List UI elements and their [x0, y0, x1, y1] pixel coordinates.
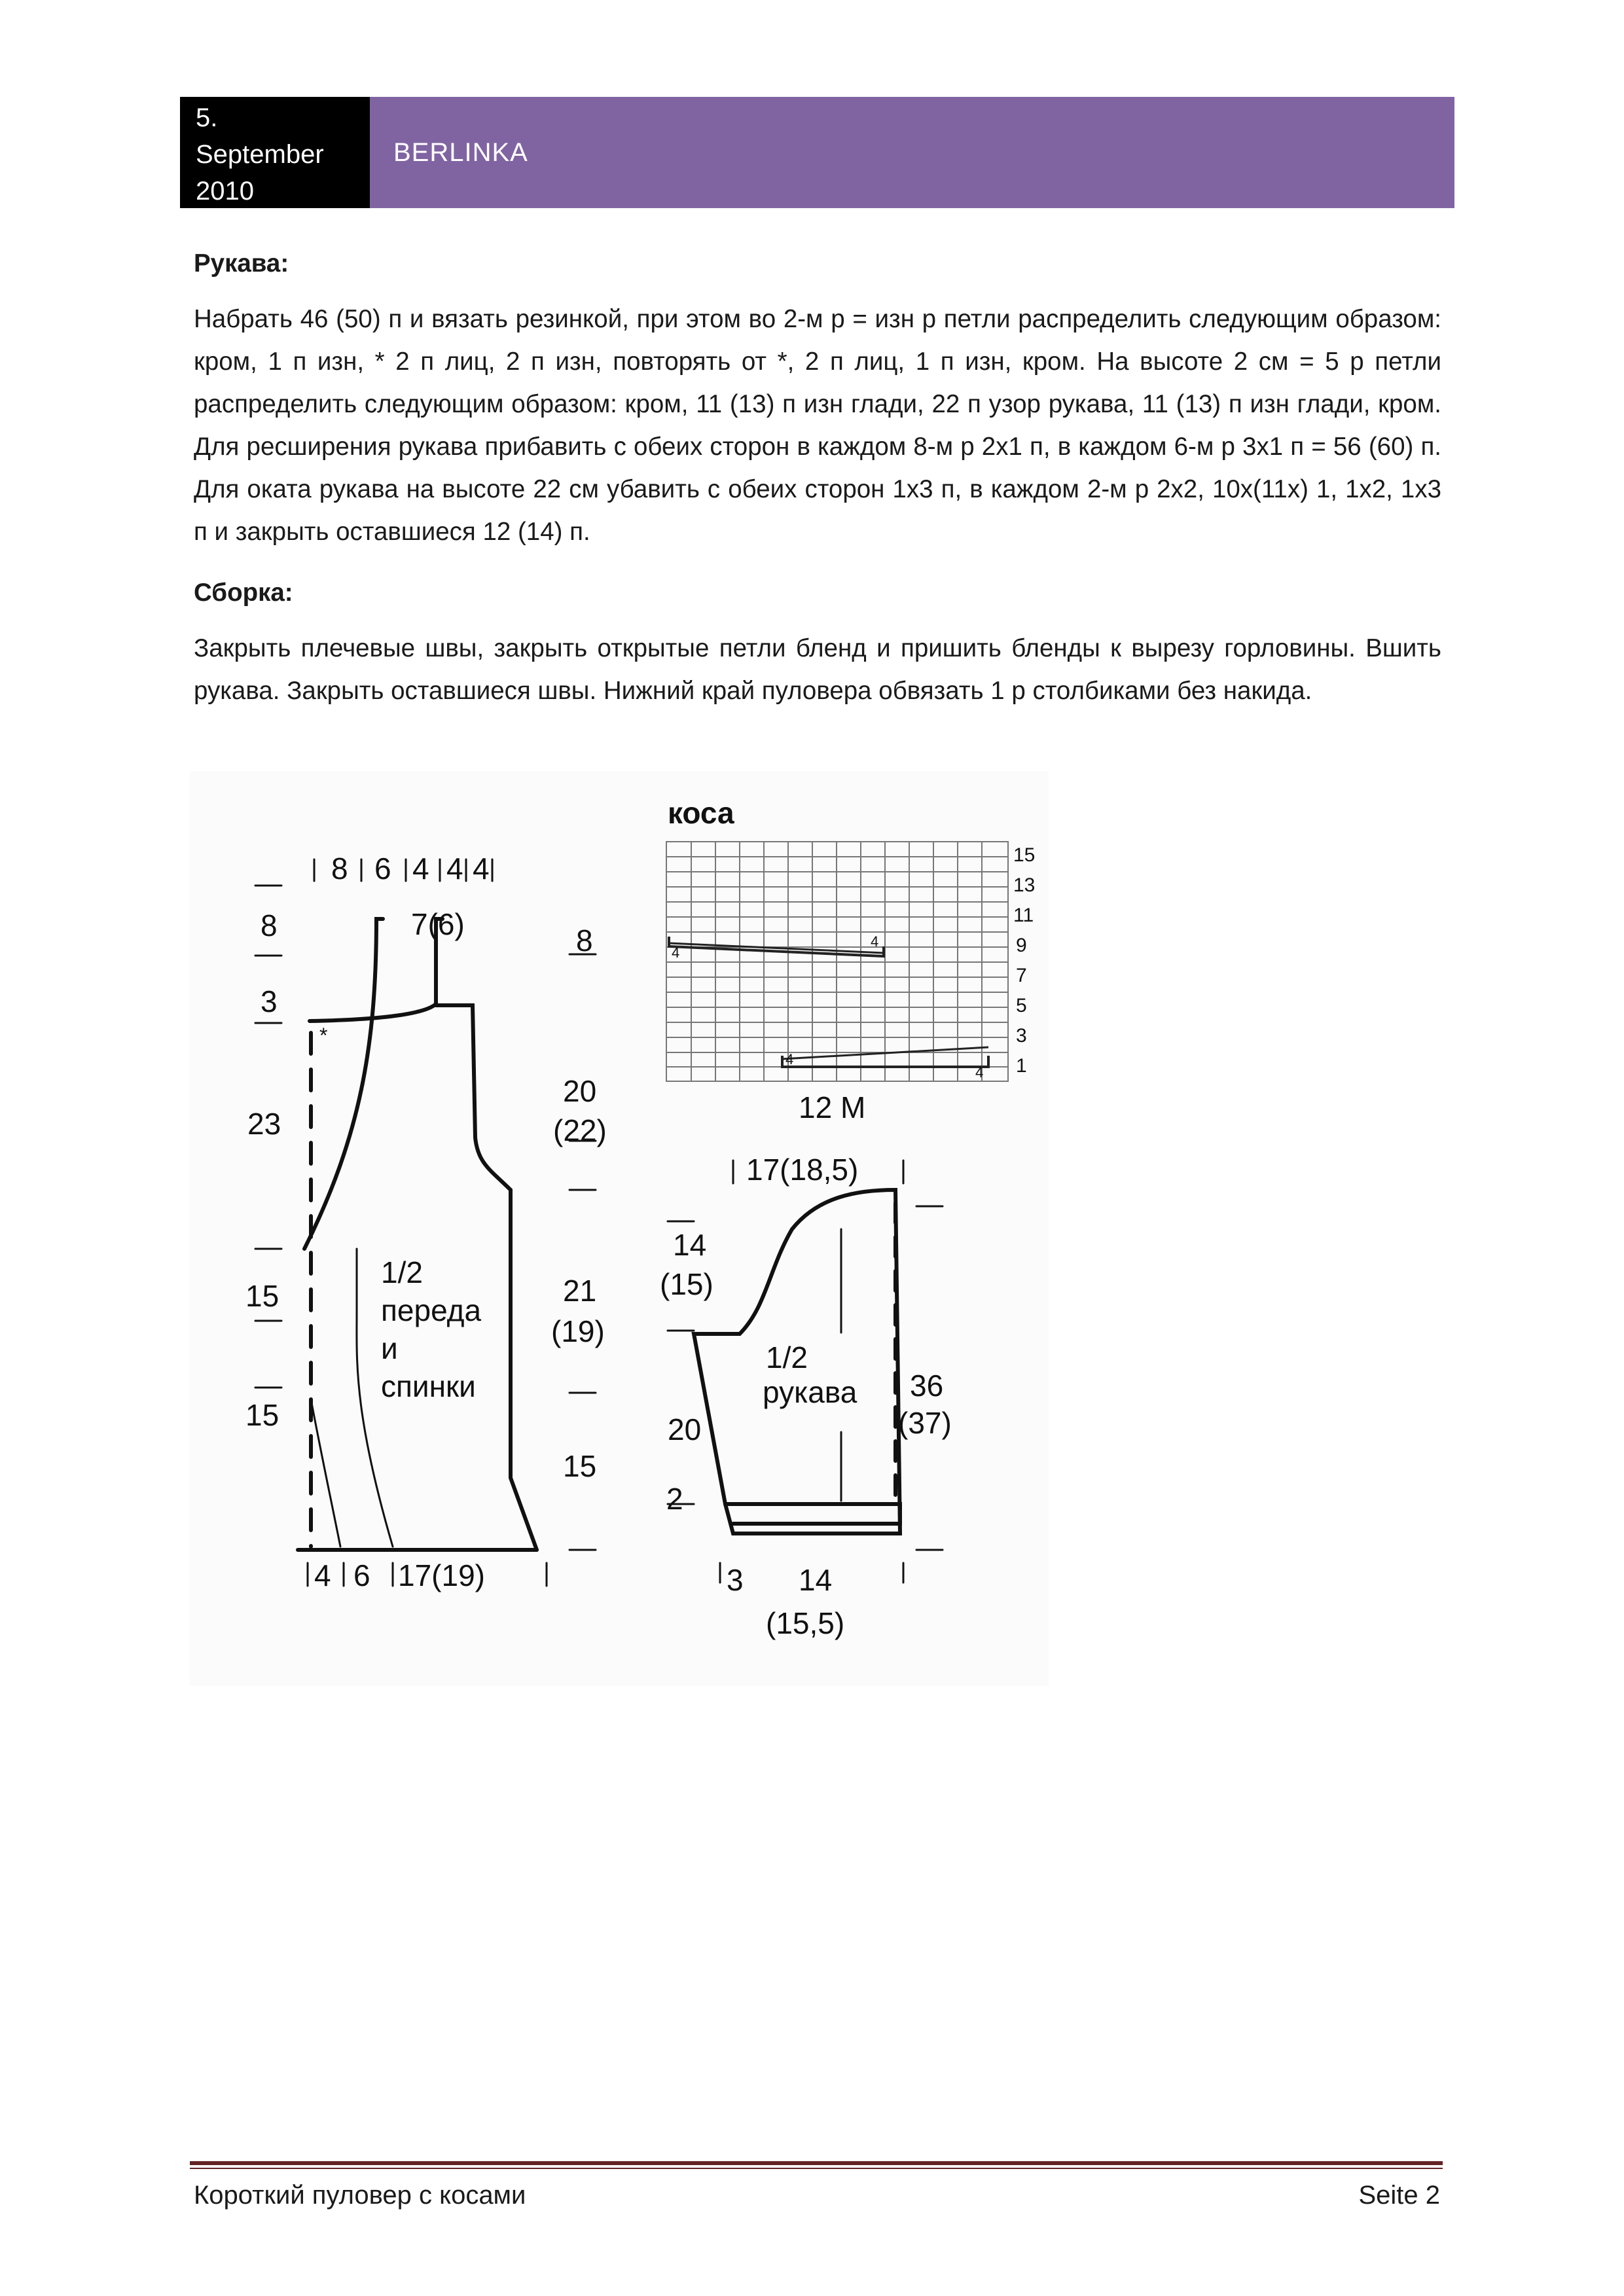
sleeve-bottom-width-3: (15,5)	[766, 1606, 845, 1640]
header-title: BERLINKA	[370, 97, 1454, 208]
body-label-line-3: и	[381, 1331, 398, 1365]
body-shoulder-top	[436, 1005, 537, 1550]
body-right-height-3: (22)	[553, 1113, 607, 1147]
sleeve-left-height-1: 14	[673, 1228, 707, 1262]
sleeve-label-line-2: рукава	[763, 1375, 857, 1409]
body-left-height-2: 3	[261, 984, 278, 1018]
chart-row-15: 15	[1013, 844, 1036, 866]
header-date-year: 2010	[196, 177, 254, 206]
body-label-line-1: 1/2	[381, 1255, 423, 1289]
chart-row-9: 9	[1016, 935, 1027, 956]
body-top-width-1: 8	[331, 852, 348, 886]
chart-row-3: 3	[1016, 1025, 1027, 1047]
sleeve-right-height-1: 36	[910, 1369, 944, 1403]
chart-title: коса	[668, 796, 734, 830]
page-header	[180, 97, 1454, 208]
body-left-height-1: 8	[261, 908, 278, 942]
sleeve-bottom-width-1: 3	[727, 1563, 744, 1597]
sleeve-top-width: 17(18,5)	[746, 1153, 859, 1187]
body-right-height-4: 21	[563, 1274, 597, 1308]
chart-cable-mark-4: 4	[975, 1064, 984, 1081]
chart-stitch-count: 12 М	[799, 1090, 866, 1124]
body-bottom-width-1: 4	[314, 1558, 331, 1592]
sleeve-cuff	[725, 1504, 900, 1524]
section-heading-sleeves: Рукава:	[194, 249, 289, 278]
sleeve-bottom-width-2: 14	[799, 1563, 833, 1597]
body-left-height-3: 23	[247, 1107, 281, 1141]
chart-row-1: 1	[1016, 1055, 1027, 1077]
pattern-schematic	[190, 771, 1049, 1686]
body-label-line-4: спинки	[381, 1369, 476, 1403]
footer-rule-thin	[190, 2168, 1443, 2169]
body-right-height-6: 15	[563, 1449, 597, 1483]
header-date-day: 5.	[196, 103, 218, 132]
body-top-width-2: 6	[374, 852, 391, 886]
chart-row-7: 7	[1016, 965, 1027, 986]
body-right-height-1: 8	[576, 924, 593, 958]
body-label-line-2: переда	[381, 1293, 482, 1327]
chart-row-13: 13	[1013, 874, 1036, 896]
chart-cable-mark-3: 4	[785, 1051, 794, 1067]
body-bottom-width-3: 17(19)	[398, 1558, 485, 1592]
chart-cable-mark-2: 4	[871, 933, 879, 950]
body-top-width-3: 4	[412, 852, 429, 886]
body-front-edge	[304, 919, 383, 1249]
cable-chart-grid	[666, 842, 1008, 1081]
section-heading-assembly: Сборка:	[194, 579, 293, 607]
body-cable-line-b	[311, 1399, 340, 1547]
body-star: *	[319, 1024, 328, 1047]
section-text-sleeves: Набрать 46 (50) п и вязать резинкой, при этом во 2-м р = изн р петли распределить следующим образом: кром, 1 п изн, * 2 п лиц, 2 п изн, повторять от *, 2 п лиц, 1 п изн, кром. На высоте 2 см = 5 р петли распределить следующим образом: кром, 11 (13) п изн глади, 22 п узор рукава, 11 (13) п изн глади, кром. Для ресширения рукава прибавить с обеих сторон в каждом 8-м р 2х1 п, в каждом 6-м р 3х1 п = 56 (60) п. Для оката рукава на высоте 22 см убавить с обеих сторон 1х3 п, в каждом 2-м р 2х2, 10х(11х) 1, 1х2, 1х3 п и закрыть оставшиеся 12 (14) п.	[194, 305, 1441, 546]
document-content	[194, 242, 1441, 730]
footer-rule-thick	[190, 2161, 1443, 2165]
schematic-svg	[190, 771, 1049, 1686]
chart-cable-mark-1: 4	[672, 944, 680, 961]
sleeve-left-height-3: 20	[668, 1412, 702, 1446]
body-left-height-4: 15	[245, 1279, 280, 1313]
sleeve-left-height-4: 2	[666, 1482, 683, 1516]
body-top-width-4: 4	[446, 852, 463, 886]
sleeve-left-height-2: (15)	[660, 1267, 713, 1301]
sleeve-right-height-2: (37)	[898, 1406, 952, 1440]
footer-title: Короткий пуловер с косами	[194, 2181, 526, 2210]
header-date-month: September	[196, 140, 324, 169]
chart-row-5: 5	[1016, 995, 1027, 1016]
body-neck-depth: 7(6)	[411, 907, 465, 941]
section-text-assembly: Закрыть плечевые швы, закрыть открытые петли бленд и пришить бленды к вырезу горловины. Вшить рукава. Закрыть оставшиеся швы. Нижний край пуловера обвязать 1 р столбиками без накида.	[194, 634, 1441, 705]
header-date	[180, 97, 370, 208]
body-right-height-5: (19)	[551, 1314, 605, 1348]
chart-row-11: 11	[1013, 905, 1034, 926]
sleeve-label-line-1: 1/2	[766, 1340, 808, 1374]
cable-chart-symbols	[669, 937, 988, 1067]
body-left-height-5: 15	[245, 1398, 280, 1432]
footer-page-number: Seite 2	[1358, 2181, 1440, 2210]
body-right-height-2: 20	[563, 1074, 597, 1108]
body-bottom-width-2: 6	[353, 1558, 370, 1592]
body-top-width-5: 4	[473, 852, 490, 886]
